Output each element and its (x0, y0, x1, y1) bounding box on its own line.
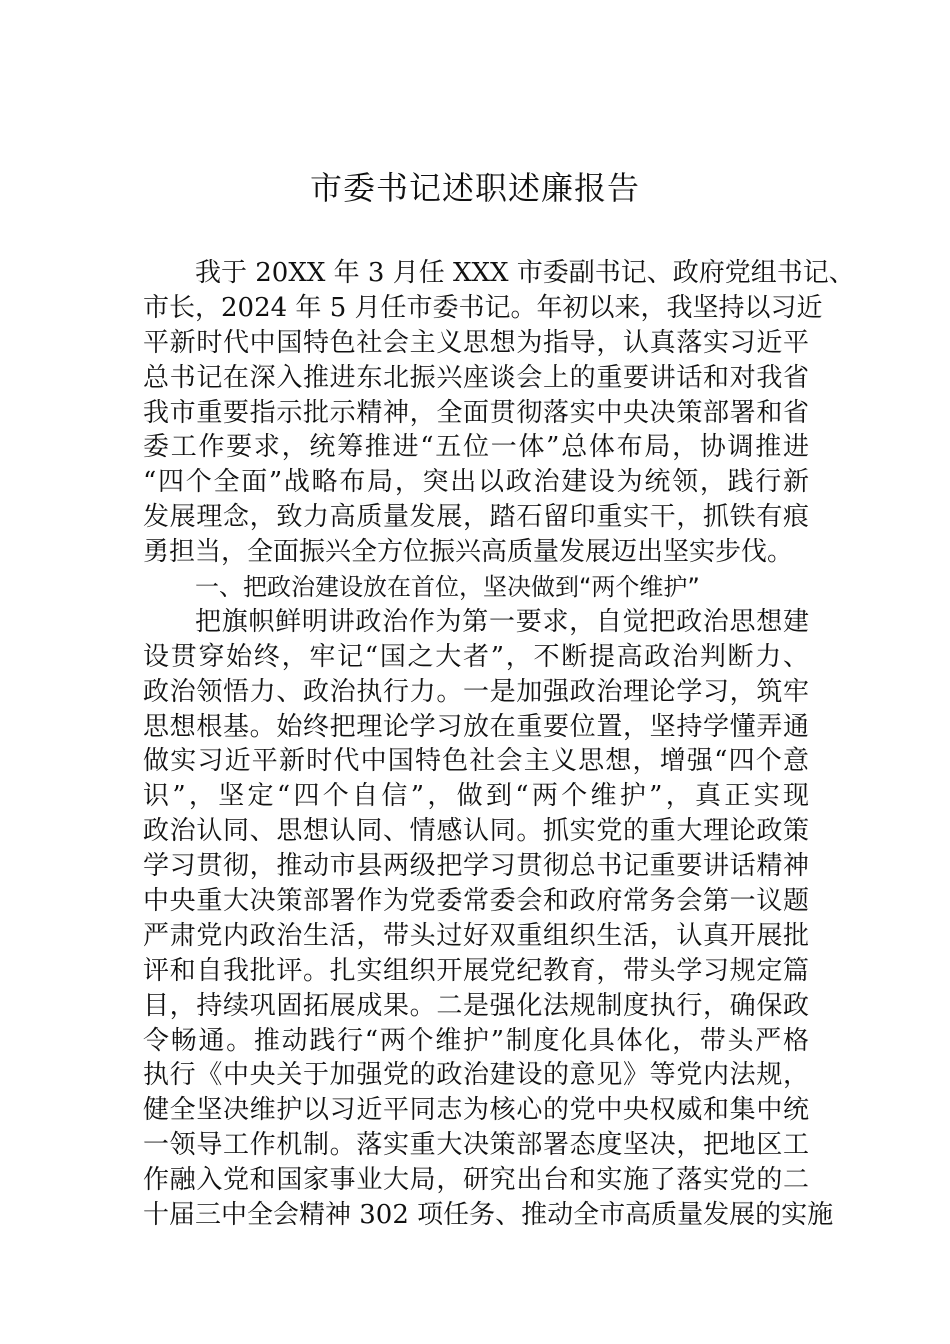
paragraph-line: 我于 20XX 年 3 月任 XXX 市委副书记、政府党组书记、 (195, 258, 855, 288)
section-heading: 一、把政治建设放在首位，坚决做到“两个维护” (195, 573, 700, 602)
paragraph-line: 识”，坚定“四个自信”，做到“两个维护”，真正实现 (143, 781, 809, 812)
paragraph-line: 委工作要求，统筹推进“五位一体”总体布局，协调推进 (143, 432, 809, 463)
paragraph-line: 令畅通。推动践行“两个维护”制度化具体化，带头严格 (143, 1025, 809, 1056)
paragraph-line: 做实习近平新时代中国特色社会主义思想，增强“四个意 (143, 746, 809, 777)
paragraph-line: 十届三中全会精神 302 项任务、推动全市高质量发展的实施 (143, 1200, 834, 1231)
paragraph-line: 发展理念，致力高质量发展，踏石留印重实干，抓铁有痕 (143, 502, 809, 533)
paragraph-line: 执行《中央关于加强党的政治建设的意见》等党内法规， (143, 1060, 809, 1091)
paragraph-line: 总书记在深入推进东北振兴座谈会上的重要讲话和对我省 (143, 362, 809, 393)
paragraph-line: 平新时代中国特色社会主义思想为指导，认真落实习近平 (143, 327, 809, 358)
paragraph-line: 政治领悟力、政治执行力。一是加强政治理论学习，筑牢 (143, 676, 809, 707)
paragraph-line: 勇担当，全面振兴全方位振兴高质量发展迈出坚实步伐。 (143, 537, 794, 568)
paragraph-line: 学习贯彻，推动市县两级把学习贯彻总书记重要讲话精神 (143, 851, 809, 882)
paragraph-line: 严肃党内政治生活，带头过好双重组织生活，认真开展批 (143, 920, 809, 951)
paragraph-line: 市长，2024 年 5 月任市委书记。年初以来，我坚持以习近 (143, 292, 823, 323)
paragraph-line: 把旗帜鲜明讲政治作为第一要求，自觉把政治思想建 (195, 606, 809, 637)
paragraph-line: 思想根基。始终把理论学习放在重要位置，坚持学懂弄通 (143, 711, 809, 742)
paragraph-line: 设贯穿始终，牢记“国之大者”，不断提高政治判断力、 (143, 641, 809, 672)
paragraph-line: 健全坚决维护以习近平同志为核心的党中央权威和集中统 (143, 1095, 809, 1126)
paragraph-line: 目，持续巩固拓展成果。二是强化法规制度执行，确保政 (143, 990, 809, 1021)
paragraph-line: 作融入党和国家事业大局，研究出台和实施了落实党的二 (143, 1165, 809, 1196)
paragraph-line: 中央重大决策部署作为党委常委会和政府常务会第一议题 (143, 886, 809, 917)
paragraph-line: 政治认同、思想认同、情感认同。抓实党的重大理论政策 (143, 816, 809, 847)
document-title: 市委书记述职述廉报告 (309, 169, 640, 207)
paragraph-line: “四个全面”战略布局，突出以政治建设为统领，践行新 (143, 467, 809, 498)
document-body (143, 256, 855, 1233)
paragraph-line: 一领导工作机制。落实重大决策部署态度坚决，把地区工 (143, 1130, 809, 1161)
paragraph-line: 我市重要指示批示精神，全面贯彻落实中央决策部署和省 (143, 397, 809, 428)
paragraph-line: 评和自我批评。扎实组织开展党纪教育，带头学习规定篇 (143, 955, 809, 986)
